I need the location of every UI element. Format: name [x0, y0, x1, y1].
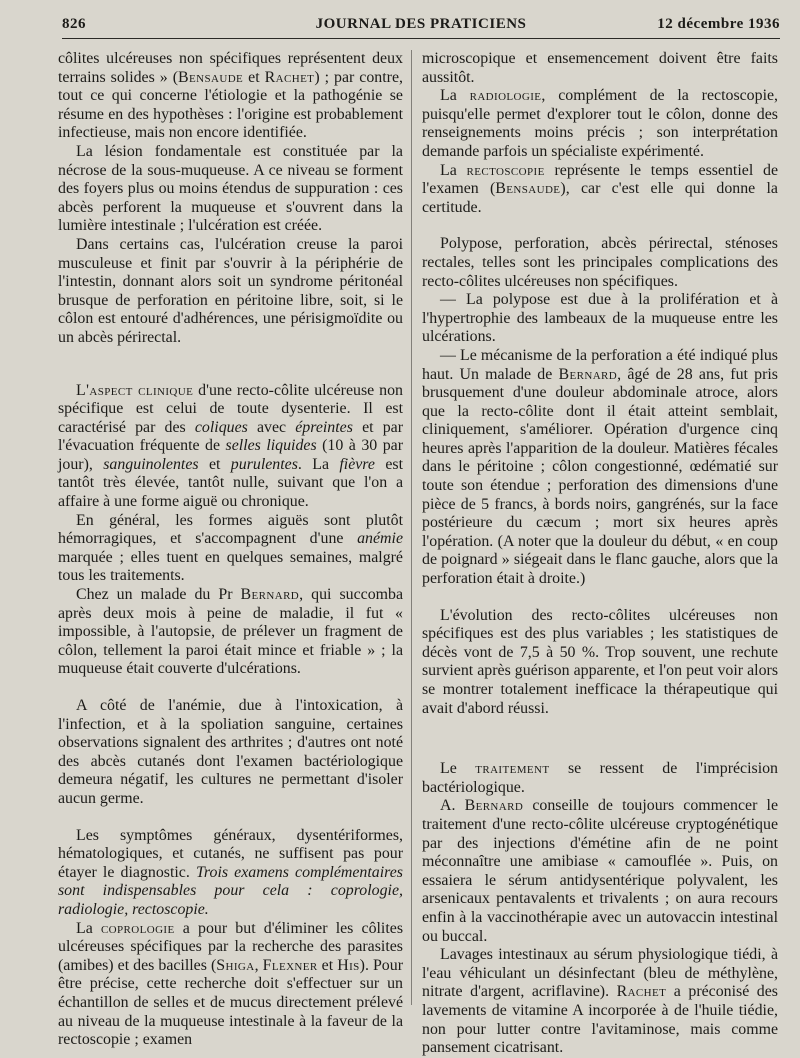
paragraph: — Le mécanisme de la perforation a été indiqué plus haut. Un malade de Bernard, âgé de 28 ans, fut pris brusquement d'une douleur abdominale atroce, alors que la recto-côlite dont il était atteint semblait, cliniquement, s'améliorer. Opération d'urgence cinq heures après l'apparition de la douleur. Matières fécales dans le péritoine ; côlon congestionné, œdématié sur toute son étendue ; perforation des dimensions d'une pièce de 5 francs, à bords noirs, gangrénés, sur la face postérieure du cæcum ; mort six heures après l'opération. (A noter que la douleur du début, « en coup de poignard » siégeait dans le flanc gauche, alors que la perforation était à droite.)	[422, 346, 778, 588]
paragraph: L'évolution des recto-côlites ulcéreuses non spécifiques est des plus variables ; les statistiques de décès vont de 7,5 à 50 %. Trop souvent, une rechute survient après guérison apparente, et l'on peut voir alors se montrer totalement inefficace la thérapeutique qui avait d'abord réussi.	[422, 606, 778, 717]
paragraph: A. Bernard conseille de toujours commencer le traitement d'une recto-côlite ulcéreuse cryptogénétique par des injections d'émétine afin de ne point méconnaître une amibiase « camouflée ». Puis, on essaiera le sérum antidysentérique polyvalent, les arsenicaux pentavalents et trivalents ; on aura recours enfin à la vaccinothérapie avec un autovaccin intestinal ou buccal.	[422, 797, 778, 945]
left-column	[58, 50, 403, 1050]
paragraph: La rectoscopie représente le temps essentiel de l'examen (Bensaude), car c'est elle qui donne la certitude.	[422, 161, 779, 216]
paragraph: microscopique et ensemencement doivent être faits aussitôt.	[422, 50, 778, 86]
paragraph: La lésion fondamentale est constituée par la nécrose de la sous-muqueuse. A ce niveau se forment des foyers plus ou moins étendus de suppuration : ces abcès perforent la muqueuse et s'ouvrent dans la lumière intestinale ; l'ulcération est créée.	[58, 142, 403, 235]
paragraph: En général, les formes aiguës sont plutôt hémorragiques, et s'accompagnent d'une anémie marquée ; elles tuent en quelques semaines, malgré tous les traitements.	[58, 511, 403, 585]
running-header	[62, 14, 780, 39]
right-column	[422, 50, 778, 1058]
paragraph: Lavages intestinaux au sérum physiologique tiédi, à l'eau véhiculant un désinfectant (bleu de méthylène, nitrate d'argent, acriflavine). Rachet a préconisé des lavements de vitamine A incorporée à de l'huile tiédie, non pour lutter contre l'avitaminose, mais comme pansement cicatrisant.	[422, 946, 778, 1057]
column-divider	[411, 50, 412, 1005]
page-number: 826	[62, 16, 86, 32]
paragraph: L'aspect clinique d'une recto-côlite ulcéreuse non spécifique est celui de toute dysenterie. Il est caractérisé par des coliques avec épreintes et par l'évacuation fréquente de selles liquides (10 à 30 par jour), sanguinolentes et purulentes. La fièvre est tantôt très élevée, tantôt nulle, suivant que l'on a affaire à une forme aiguë ou chronique.	[58, 381, 403, 511]
paragraph: La radiologie, complément de la rectoscopie, puisqu'elle permet d'explorer tout le côlon, donne des renseignements moins précis ; son interprétation demande parfois un spécialiste expérimenté.	[422, 87, 779, 160]
issue-date: 12 décembre 1936	[657, 16, 780, 32]
paragraph: Polypose, perforation, abcès périrectal, sténoses rectales, telles sont les principales complications des recto-côlites ulcéreuses non spécifiques.	[422, 235, 778, 290]
paragraph: côlites ulcéreuses non spécifiques représentent deux terrains solides » (Bensaude et Rachet) ; par contre, tout ce qui concerne l'étiologie et la pathogénie se résume en des hypothèses : l'origine est probablement infectieuse, mais non encore identifiée.	[58, 50, 403, 142]
paragraph: La coprologie a pour but d'éliminer les côlites ulcéreuses spécifiques par la recherche des parasites (amibes) et des bacilles (Shiga, Flexner et His). Pour être précise, cette recherche doit s'effectuer sur un échantillon de selles et de mucus directement prélevé au niveau de la muqueuse intestinale à la faveur de la rectoscopie ; examen	[58, 919, 403, 1049]
paragraph: Chez un malade du Pr Bernard, qui succomba après deux mois à peine de maladie, il fut « impossible, à l'autopsie, de prélever un fragment de côlon, tellement la paroi était mince et friable » ; la muqueuse était couverte d'ulcérations.	[58, 586, 404, 678]
paragraph: A côté de l'anémie, due à l'intoxication, à l'infection, et à la spoliation sanguine, certaines observations signalent des arthrites ; d'autres ont noté des abcès cutanés dont l'examen bactériologique demeura négatif, les cultures ne permettant d'isoler aucun germe.	[58, 697, 403, 807]
paragraph: — La polypose est due à la prolifération et à l'hypertrophie des lambeaux de la muqueuse entre les ulcérations.	[422, 291, 778, 346]
paragraph: Le traitement se ressent de l'imprécision bactériologique.	[422, 760, 779, 796]
paragraph: Dans certains cas, l'ulcération creuse la paroi musculeuse et finit par s'ouvrir à la périphérie de l'intestin, donnant alors soit un syndrome péritonéal brusque de perforation en péritoine libre, soit, si le côlon est entouré d'adhérences, une périsigmoïdite ou un abcès périrectal.	[58, 235, 403, 346]
paragraph: Les symptômes généraux, dysentériformes, hématologiques, et cutanés, ne suffisent pas pour étayer le diagnostic. Trois examens complémentaires sont indispensables pour cela : coprologie, radiologie, rectoscopie.	[58, 826, 403, 918]
journal-title: JOURNAL DES PRATICIENS	[315, 16, 527, 32]
